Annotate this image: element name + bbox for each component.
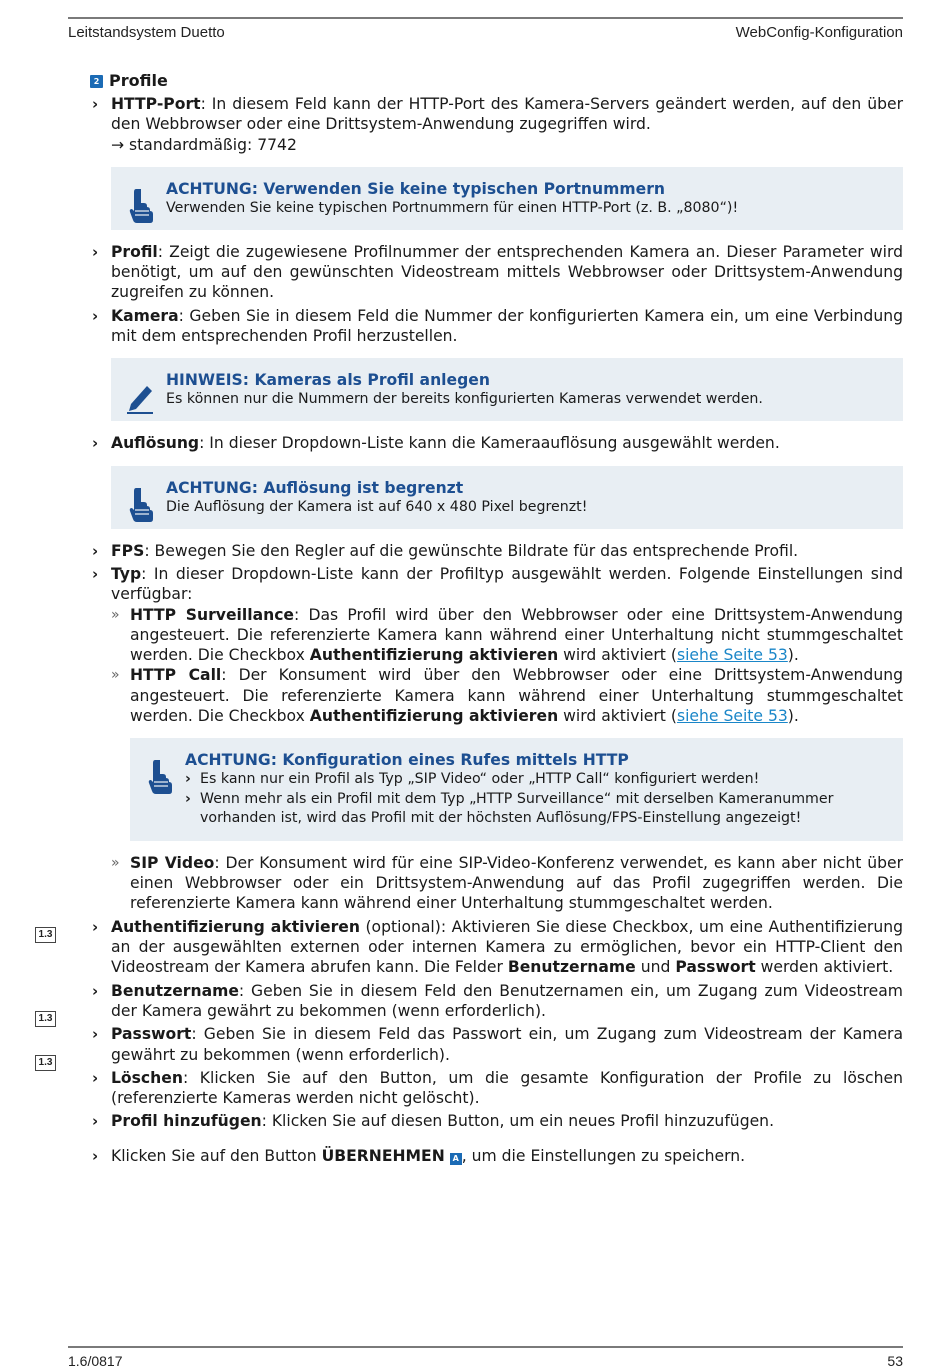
- sublist-item-sip-video: [90, 853, 903, 914]
- description: : Klicken Sie auf diesen Button, um ein neues Profil hinzuzufügen.: [261, 1112, 775, 1131]
- bold-term: Authentifizierung aktivieren: [309, 646, 559, 665]
- description: : Der Konsument wird für eine SIP-Video-Konferenz verwendet, es kann aber nicht über einen Webbrowser oder ein Drittsystem-Anwendung auf das Profil zugegriffen werden. Die referenzierte Kamera kann während einer Unterhaltung stummgeschaltet werden.: [130, 853, 903, 913]
- chevron-right-icon: ›: [185, 790, 191, 807]
- note-box: [111, 358, 903, 421]
- warning-box: [111, 167, 903, 230]
- section-title: Profile: [109, 71, 168, 90]
- document-body: [90, 70, 903, 1169]
- term: HTTP Call: [130, 666, 222, 685]
- list-item-typ: [90, 564, 903, 605]
- term: HTTP-Port: [111, 95, 201, 113]
- description: : In dieser Dropdown-Liste kann der Profiltyp ausgewählt werden. Folgende Einstellungen sind verfügbar:: [111, 564, 903, 604]
- list-item-kamera: [90, 306, 903, 347]
- term: Löschen: [111, 1068, 183, 1087]
- description: und: [635, 958, 676, 977]
- list-item-passwort: [90, 1024, 903, 1065]
- button-ref-badge: A: [450, 1153, 462, 1165]
- description: werden aktiviert.: [755, 958, 894, 977]
- description: ).: [787, 707, 799, 726]
- list-item-profil: [90, 242, 903, 303]
- pointing-hand-icon: [144, 758, 174, 794]
- chevron-outline-icon: »: [111, 606, 120, 623]
- term: HTTP Surveillance: [130, 605, 295, 624]
- footer-rule: [68, 1346, 903, 1348]
- description: , um die Einstellungen zu speichern.: [461, 1146, 746, 1165]
- list-item-authentifizierung: [90, 917, 903, 978]
- bold-term: Authentifizierung aktivieren: [309, 707, 559, 726]
- box-list-text: Wenn mehr als ein Profil mit dem Typ „HTTP Surveillance“ mit derselben Kameranummer vorhanden ist, wird das Profil mit der höchsten Auflösung/FPS-Einstellung angezeigt!: [200, 790, 834, 827]
- description: : Der Konsument wird über den Webbrowser oder eine Drittsystem-Anwendung angesteuert. Die referenzierte Kamera kann während einer Unterhaltung stummgeschaltet werden. Die Checkbox: [130, 666, 903, 726]
- box-text: Die Auflösung der Kamera ist auf 640 x 480 Pixel begrenzt!: [166, 498, 588, 515]
- term: Typ: [111, 564, 142, 583]
- description: : Bewegen Sie den Regler auf die gewünschte Bildrate für das entsprechende Profil.: [144, 541, 799, 560]
- default-value: → standardmäßig: 7742: [111, 135, 297, 154]
- box-title: ACHTUNG: Auflösung ist begrenzt: [166, 478, 464, 497]
- chevron-right-icon: ›: [92, 1112, 99, 1131]
- section-number-badge: 2: [90, 75, 103, 88]
- chevron-right-icon: ›: [92, 541, 99, 560]
- box-title: ACHTUNG: Verwenden Sie keine typischen Portnummern: [166, 179, 665, 198]
- version-badge: 1.3: [35, 1011, 56, 1027]
- list-item-fps: [90, 541, 903, 561]
- pointing-hand-icon: [125, 486, 155, 522]
- header-title-left: Leitstandsystem Duetto: [68, 24, 225, 41]
- description: ).: [787, 646, 799, 665]
- list-item-loeschen: [90, 1068, 903, 1109]
- pencil-icon: [125, 378, 155, 414]
- description: : In diesem Feld kann der HTTP-Port des Kamera-Servers geändert werden, auf den über den Webbrowser oder eine Drittsystem-Anwendung zugegriffen wird.: [111, 95, 903, 134]
- term: Profil hinzufügen: [111, 1112, 262, 1131]
- chevron-right-icon: ›: [92, 434, 99, 453]
- term: FPS: [111, 541, 145, 560]
- term: Benutzername: [111, 981, 239, 1000]
- chevron-right-icon: ›: [92, 1068, 99, 1087]
- header-title-right: WebConfig-Konfiguration: [735, 24, 903, 41]
- version-badge: 1.3: [35, 927, 56, 943]
- term: SIP Video: [130, 853, 215, 872]
- chevron-right-icon: ›: [92, 95, 99, 113]
- chevron-right-icon: ›: [92, 1146, 99, 1165]
- chevron-right-icon: ›: [92, 981, 99, 1000]
- term: Passwort: [111, 1025, 192, 1044]
- description: : Geben Sie in diesem Feld den Benutzernamen ein, um Zugang zum Videostream der Kamera gewährt zu bekommen (wenn erforderlich).: [111, 981, 903, 1020]
- description: wird aktiviert (: [558, 707, 677, 726]
- description: : Klicken Sie auf den Button, um die gesamte Konfiguration der Profile zu löschen (referenzierte Kameras werden nicht gelöscht).: [111, 1068, 903, 1108]
- warning-box: [130, 738, 903, 841]
- sublist-item-http-surveillance: [90, 605, 903, 666]
- box-list-item: [185, 770, 893, 790]
- description: : In dieser Dropdown-Liste kann die Kameraauflösung ausgewählt werden.: [199, 434, 780, 453]
- chevron-right-icon: ›: [185, 771, 191, 788]
- chevron-right-icon: ›: [92, 242, 99, 261]
- box-list-item: [185, 790, 893, 829]
- list-item-benutzername: [90, 981, 903, 1022]
- box-text: Verwenden Sie keine typischen Portnummern für einen HTTP-Port (z. B. „8080“)!: [166, 199, 739, 216]
- page-link[interactable]: siehe Seite 53: [676, 707, 788, 726]
- list-item-final-step: [90, 1146, 903, 1166]
- term: Profil: [111, 242, 158, 261]
- list-item-profil-hinzufuegen: [90, 1111, 903, 1131]
- description: : Das Profil wird über den Webbrowser oder eine Drittsystem-Anwendung angesteuert. Die referenzierte Kamera kann während einer Unterhaltung nicht stummgeschaltet werden. Die Checkbox: [130, 605, 903, 665]
- bold-term: Benutzername: [507, 958, 636, 977]
- term: Authentifizierung aktivieren: [111, 917, 360, 936]
- term: Auflösung: [111, 434, 200, 453]
- list-item-http-port: [90, 94, 903, 155]
- page-link[interactable]: siehe Seite 53: [676, 646, 788, 665]
- page-number: 53: [887, 1353, 903, 1369]
- header-rule: [68, 17, 903, 19]
- section-heading: [90, 70, 903, 92]
- chevron-right-icon: ›: [92, 1025, 99, 1044]
- box-list-text: Es kann nur ein Profil als Typ „SIP Video“ oder „HTTP Call“ konfiguriert werden!: [200, 771, 760, 788]
- chevron-right-icon: ›: [92, 917, 99, 936]
- list-item-aufloesung: [90, 433, 903, 453]
- box-title: ACHTUNG: Konfiguration eines Rufes mittels HTTP: [185, 751, 629, 770]
- warning-box: [111, 466, 903, 529]
- box-text: Es können nur die Nummern der bereits konfigurierten Kameras verwendet werden.: [166, 391, 763, 408]
- footer-version: 1.6/0817: [68, 1353, 123, 1369]
- description: wird aktiviert (: [558, 646, 677, 665]
- description: : Geben Sie in diesem Feld die Nummer der konfigurierten Kamera ein, um eine Verbindung mit dem entsprechenden Profil herzustellen.: [111, 306, 903, 346]
- bold-term: Passwort: [675, 958, 756, 977]
- box-title: HINWEIS: Kameras als Profil anlegen: [166, 371, 490, 390]
- term: Kamera: [111, 306, 179, 325]
- box-list: [185, 770, 893, 829]
- chevron-outline-icon: »: [111, 667, 120, 684]
- sublist-item-http-call: [90, 665, 903, 726]
- description: Klicken Sie auf den Button: [111, 1146, 322, 1165]
- chevron-right-icon: ›: [92, 306, 99, 325]
- chevron-outline-icon: »: [111, 854, 120, 871]
- description: (optional): Aktivieren Sie diese Checkbox, um eine Authentifizierung an der ausgewählten externen oder internen Kamera zu ermöglichen, bevor ein HTTP-Client den Videostream der Kamera abrufen kann. Die Felder: [111, 917, 903, 977]
- bold-term: ÜBERNEHMEN: [321, 1146, 445, 1165]
- version-badge: 1.3: [35, 1055, 56, 1071]
- description: : Geben Sie in diesem Feld das Passwort ein, um Zugang zum Videostream der Kamera gewährt zu bekommen (wenn erforderlich).: [111, 1025, 903, 1064]
- chevron-right-icon: ›: [92, 564, 99, 583]
- pointing-hand-icon: [125, 187, 155, 223]
- description: : Zeigt die zugewiesene Profilnummer der entsprechenden Kamera an. Dieser Parameter wird benötigt, um auf den gewünschten Videostream mittels Webbrowser oder Drittsystem-Anwendung zugreifen zu können.: [111, 242, 903, 302]
